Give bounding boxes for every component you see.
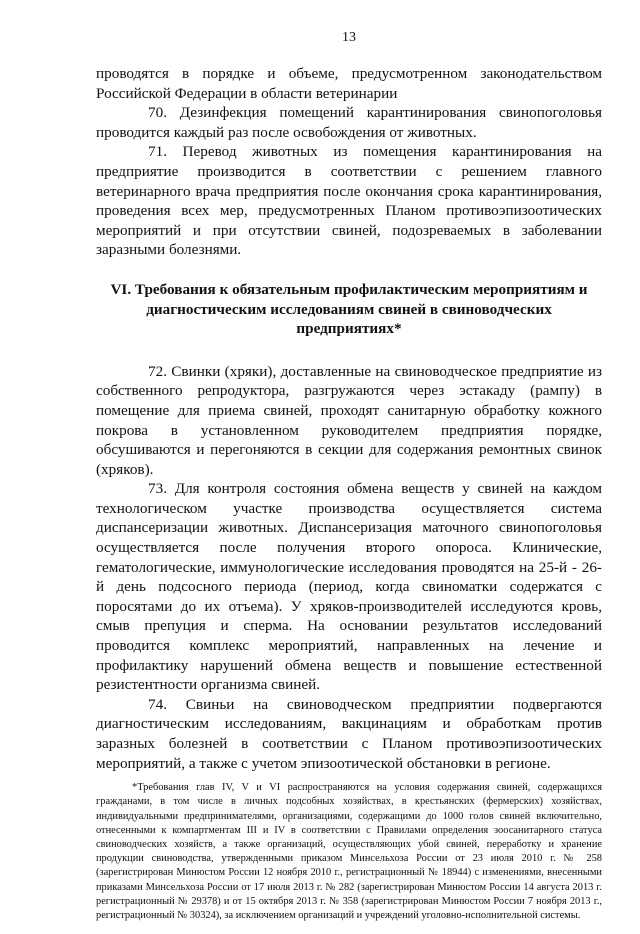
- paragraph-73: 73. Для контроля состояния обмена веществ у свиней на каждом технологическом участке производства осуществляется система диспансеризации животных. Диспансеризация маточного свинопоголовья осуществляется после получения второго опороса. Клинические, гематологические, иммунологические исследования проводятся на 25-й - 26-й день подсосного периода (период, когда свиноматки содержатся с поросятами до их отъема). У хряков-производителей исследуются кровь, смыв препуция и сперма. На основании результатов исследований проводится комплекс мероприятий, направленных на лечение и профилактику нарушений обмена веществ и повышение естественной резистентности организма свиней.: [96, 480, 602, 694]
- page-number: 13: [342, 30, 356, 45]
- document-page: [96, 30, 602, 934]
- paragraph-70: 70. Дезинфекция помещений карантинирования свинопоголовья проводится каждый раз после освобождения от животных.: [96, 104, 602, 141]
- paragraph-74: 74. Свиньи на свиноводческом предприятии подвергаются диагностическим исследованиям, вакцинациям и обработкам против заразных болезней в соответствии с Планом противоэпизоотических мероприятий, а также с учетом эпизоотической обстановки в регионе.: [96, 695, 602, 772]
- paragraph-continuation: проводятся в порядке и объеме, предусмотренном законодательством Российской Федерации в области ветеринарии: [96, 65, 602, 102]
- paragraph-71: 71. Перевод животных из помещения карантинирования на предприятие производится в соответствии с решением главного ветеринарного врача предприятия после окончания срока карантинирования, проведения всех мер, предусмотренных Планом противоэпизоотических мероприятий и при отсутствии свиней, подозреваемых в заболевании заразными болезнями.: [96, 143, 602, 259]
- footnote: *Требования глав IV, V и VI распространяются на условия содержания свиней, содержащихся гражданами, в том числе в личных подсобных хозяйствах, в крестьянских (фермерских) хозяйствах, индивидуальными предпринимателями, организациями, содержащими до 1000 голов свиней включительно, отнесенными к компартментам III и IV в соответствии с Правилами определения зоосанитарного статуса свиноводческих хозяйств, а также организаций, осуществляющих убой свиней, переработку и хранение продукции свиноводства, утвержденными приказом Минсельхоза России от 23 июля 2010 г. № 258 (зарегистрирован Минюстом России 12 ноября 2010 г., регистрационный № 18944) с изменениями, внесенными приказами Минсельхоза России от 17 июля 2013 г. № 282 (зарегистрирован Минюстом России 14 августа 2013 г. регистрационный № 29378) и от 15 октября 2013 г. № 358 (зарегистрирован Минюстом России 7 ноября 2013 г., регистрационный № 30324), за исключением организаций и учреждений уголовно-исполнительной системы.: [96, 782, 602, 922]
- section-heading: VI. Требования к обязательным профилактическим мероприятиям и диагностическим исследованиям свиней в свиноводческих предприятиях*: [110, 280, 588, 338]
- paragraph-72: 72. Свинки (хряки), доставленные на свиноводческое предприятие из собственного репродуктора, разгружаются через эстакаду (рампу) в помещение для приема свиней, проходят санитарную обработку кожного покрова в установленном руководителем предприятия порядке, обсушиваются и перегоняются в секции для содержания ремонтных свинок (хряков).: [96, 362, 602, 478]
